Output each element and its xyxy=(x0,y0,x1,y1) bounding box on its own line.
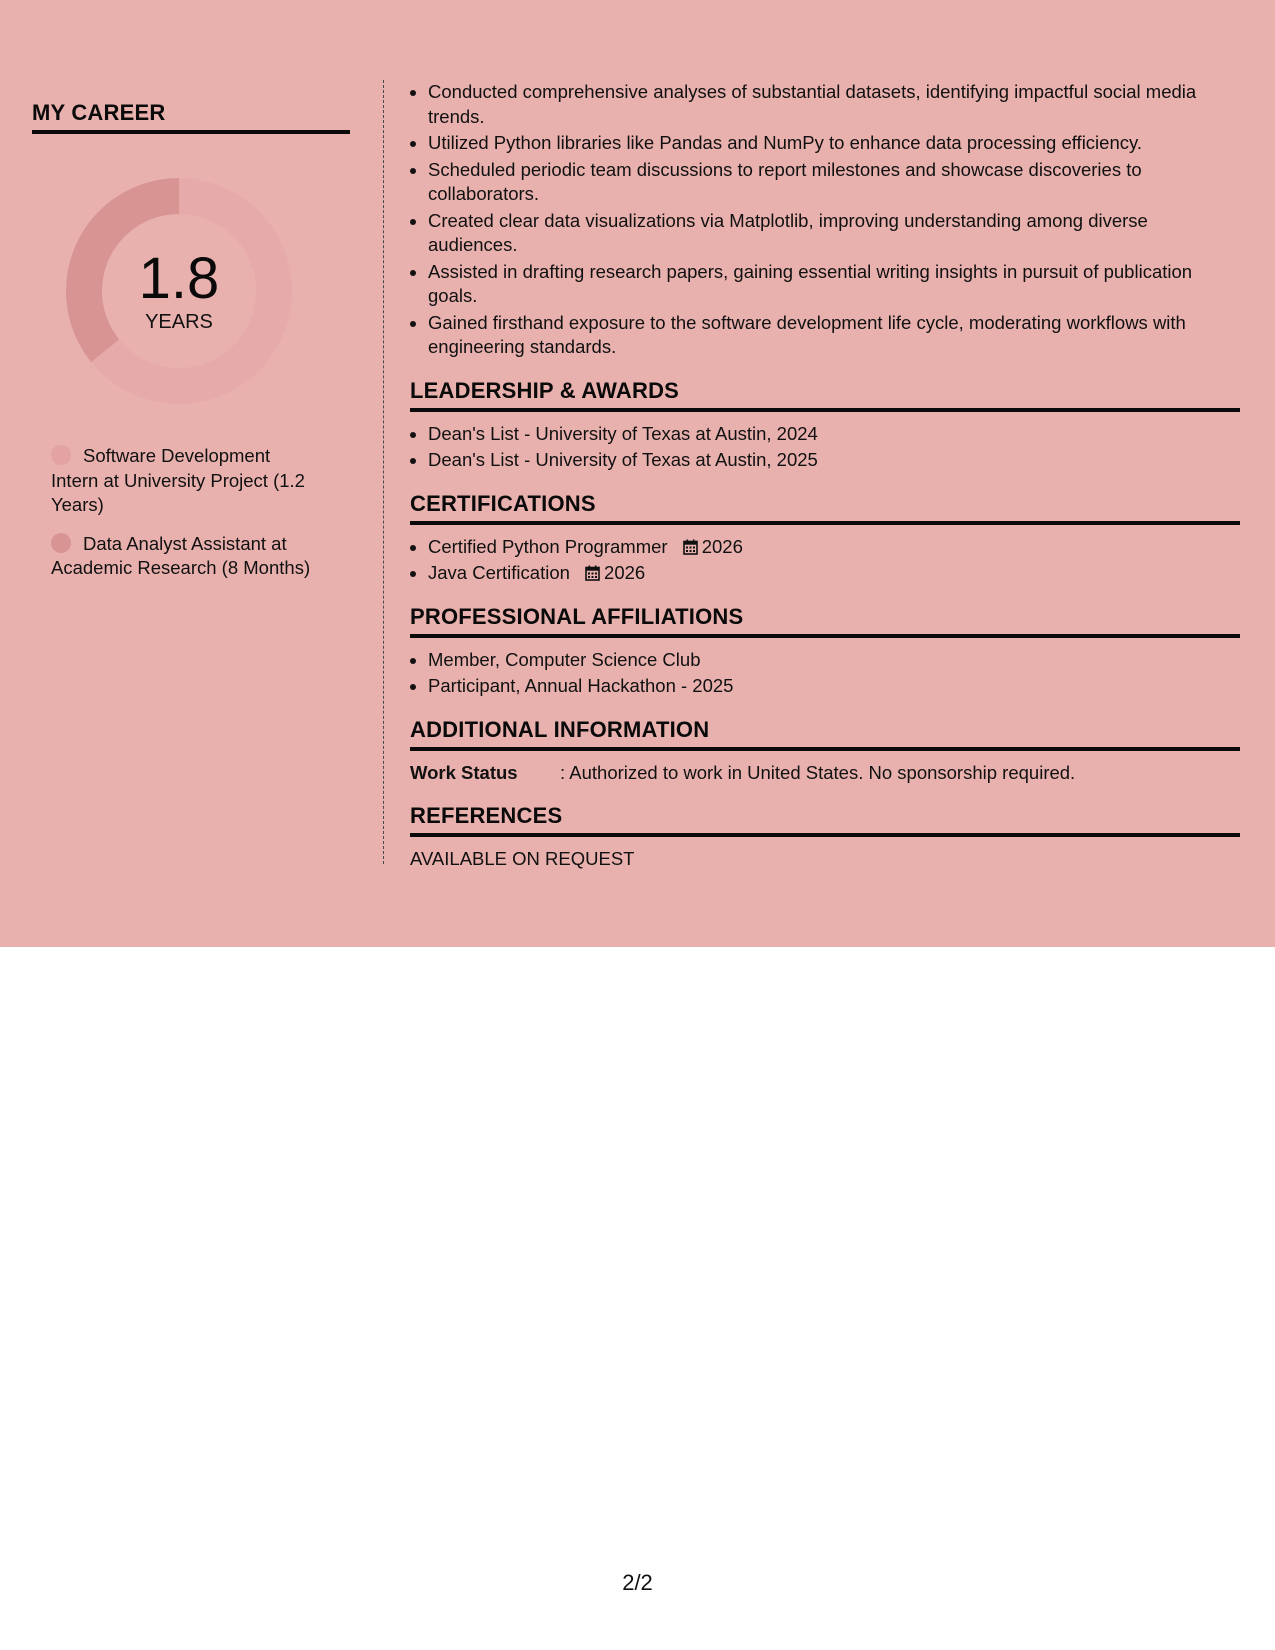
leadership-title: LEADERSHIP & AWARDS xyxy=(410,378,1240,412)
list-item: • Created clear data visualizations via Matplotlib, improving understanding among diverse audiences. xyxy=(428,209,1240,258)
career-total-value: 1.8 xyxy=(138,246,220,311)
references-text: AVAILABLE ON REQUEST xyxy=(410,848,635,869)
certification-year: 2026 xyxy=(701,535,743,557)
additional-info-title: ADDITIONAL INFORMATION xyxy=(410,717,1240,751)
affiliations-list xyxy=(410,648,1240,699)
list-item: • Assisted in drafting research papers, gaining essential writing insights in pursuit of publication goals. xyxy=(428,260,1240,309)
references-title: REFERENCES xyxy=(410,803,1240,837)
list-item xyxy=(428,535,1240,560)
certification-year: 2026 xyxy=(604,562,646,583)
legend-dot-icon xyxy=(51,445,71,465)
legend-label: Data Analyst Assistant at Academic Research (8 Months) xyxy=(51,532,311,578)
work-status-label: Work Status xyxy=(410,761,518,783)
experience-bullets xyxy=(410,80,1240,360)
legend-item xyxy=(51,444,321,518)
career-title: MY CAREER xyxy=(32,80,350,134)
donut-center xyxy=(64,176,294,406)
certifications-title: CERTIFICATIONS xyxy=(410,491,1240,525)
list-item: • Scheduled periodic team discussions to report milestones and showcase discoveries to collaborators. xyxy=(428,158,1240,207)
list-item: • Gained firsthand exposure to the software development life cycle, moderating workflows with engineering standards. xyxy=(428,311,1240,360)
legend-item xyxy=(51,532,321,581)
column-divider xyxy=(383,80,384,864)
certification-name: Java Certification xyxy=(428,562,570,583)
list-item: • Utilized Python libraries like Pandas and NumPy to enhance data processing efficiency. xyxy=(428,131,1240,156)
legend-dot-icon xyxy=(51,533,71,553)
certification-date xyxy=(683,535,743,560)
list-item: • Conducted comprehensive analyses of substantial datasets, identifying impactful social media trends. xyxy=(428,80,1240,129)
calendar-icon xyxy=(683,539,698,555)
list-item: • Member, Computer Science Club xyxy=(428,648,1240,673)
page-number: 2/2 xyxy=(622,1570,653,1595)
career-legend xyxy=(51,444,350,581)
list-item: • Dean's List - University of Texas at Austin, 2024 xyxy=(428,422,1240,447)
work-status-value: : Authorized to work in United States. No sponsorship required. xyxy=(560,761,1076,783)
certifications-list xyxy=(410,535,1240,586)
career-column xyxy=(32,80,350,595)
affiliations-title: PROFESSIONAL AFFILIATIONS xyxy=(410,604,1240,638)
list-item xyxy=(428,561,1240,586)
list-item: • Dean's List - University of Texas at Austin, 2025 xyxy=(428,448,1240,473)
career-total-unit: YEARS xyxy=(145,311,213,333)
work-status-row xyxy=(410,761,1240,786)
career-donut-chart xyxy=(64,176,294,406)
certification-date xyxy=(585,561,645,586)
certification-name: Certified Python Programmer xyxy=(428,535,668,557)
legend-label: Software Development Intern at University Project (1.2 Years) xyxy=(51,445,305,515)
list-item: • Participant, Annual Hackathon - 2025 xyxy=(428,674,1240,699)
calendar-icon xyxy=(585,565,600,581)
leadership-list xyxy=(410,422,1240,473)
main-column xyxy=(410,80,1240,872)
